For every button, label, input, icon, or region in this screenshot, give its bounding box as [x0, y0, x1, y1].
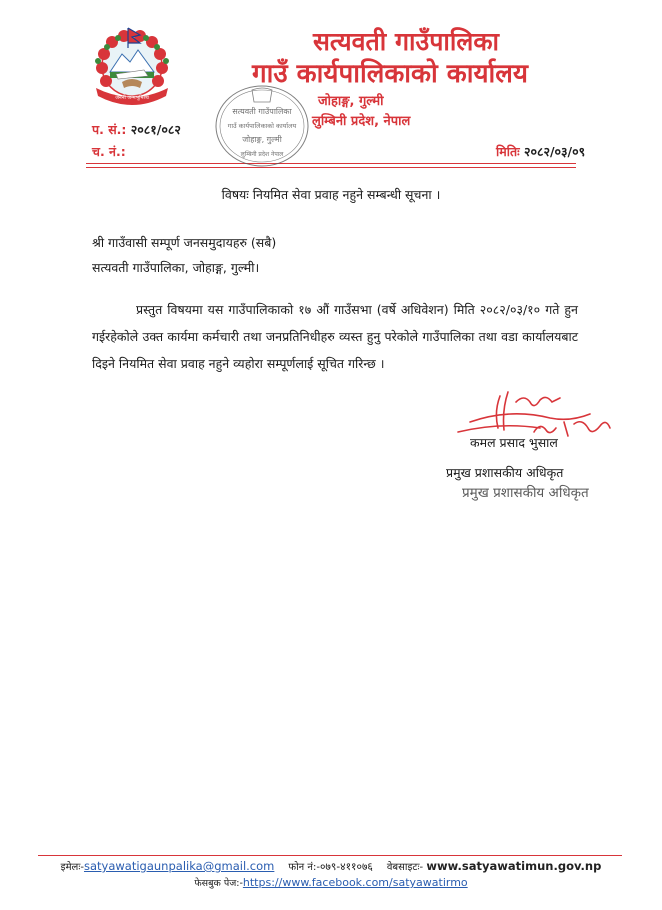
letter-date [496, 143, 585, 160]
phone-label: फोन नं:- [288, 862, 320, 873]
website-label: वेबसाइटः- [386, 862, 424, 873]
dispatch-label: च. नं.: [92, 144, 126, 159]
office-title: गाउँ कार्यपालिकाको कार्यालय [252, 59, 528, 89]
municipality-title: सत्यवती गाउँपालिका [312, 27, 499, 56]
designation-stamp: प्रमुख प्रशासकीय अधिकृत [462, 485, 589, 501]
svg-text:जननी जन्मभूमिश्च: जननी जन्मभूमिश्च [115, 95, 149, 101]
footer-social [0, 876, 662, 889]
office-seal-stamp [212, 82, 312, 170]
footer-divider [38, 855, 622, 856]
date-value: २०८२/०३/०९ [523, 144, 586, 159]
reference-label: प. सं.: [92, 122, 127, 137]
svg-text:लुम्बिनी प्रदेश नेपाल: लुम्बिनी प्रदेश नेपाल [240, 151, 284, 158]
svg-text:जोहाङ्ग, गुल्मी: जोहाङ्ग, गुल्मी [242, 135, 282, 144]
dispatch-number [92, 143, 126, 160]
facebook-label: फेसबुक पेज:- [194, 878, 243, 889]
website-link[interactable]: www.satyawatimun.gov.np [426, 859, 602, 873]
email-link[interactable]: satyawatigaunpalika@gmail.com [83, 859, 275, 873]
recipient-line-1: श्री गाउँवासी सम्पूर्ण जनसमुदायहरु (सबै) [92, 235, 277, 250]
facebook-link[interactable]: https://www.facebook.com/satyawatirmo [242, 876, 468, 889]
signatory-title: प्रमुख प्रशासकीय अधिकृत [446, 465, 564, 480]
signatory-name: कमल प्रसाद भुसाल [470, 435, 558, 450]
svg-text:गाउँ कार्यपालिकाको कार्यालय: गाउँ कार्यपालिकाको कार्यालय [227, 122, 297, 130]
nepal-emblem-logo [84, 26, 180, 110]
recipient-line-2: सत्यवती गाउँपालिका, जोहाङ्ग, गुल्मी। [92, 260, 260, 275]
svg-text:सत्यवती गाउँपालिका: सत्यवती गाउँपालिका [232, 107, 292, 116]
email-label: इमेलः- [60, 862, 84, 873]
header-divider [86, 163, 576, 164]
reference-number [92, 121, 181, 138]
header-divider-thin [86, 167, 576, 168]
reference-value: २०८१/०८२ [130, 122, 181, 137]
date-label: मितिः [496, 144, 520, 159]
phone-number: ०७९-४११०७६ [319, 861, 373, 873]
subject-line: विषयः नियमित सेवा प्रवाह नहुने सम्बन्धी सूचना । [221, 187, 441, 202]
address-line-2: लुम्बिनी प्रदेश, नेपाल [312, 114, 411, 129]
address-line-1: जोहाङ्ग, गुल्मी [318, 94, 384, 109]
footer-contact [0, 859, 662, 874]
notice-text: प्रस्तुत विषयमा यस गाउँपालिकाको १७ औं गाउँसभा (वर्षे अधिवेशन) मिति २०८२/०३/१० गते हुन गईरहेकोले उक्त कार्यमा कर्मचारी तथा जनप्रतिनिधीहरु व्यस्त हुनु परेकोले गाउँपालिका तथा वडा कार्यालयबाट दिइने नियमित सेवा प्रवाह नहुने व्यहोरा सम्पूर्णलाई सूचित गरिन्छ । [92, 302, 578, 371]
notice-paragraph [92, 296, 578, 377]
